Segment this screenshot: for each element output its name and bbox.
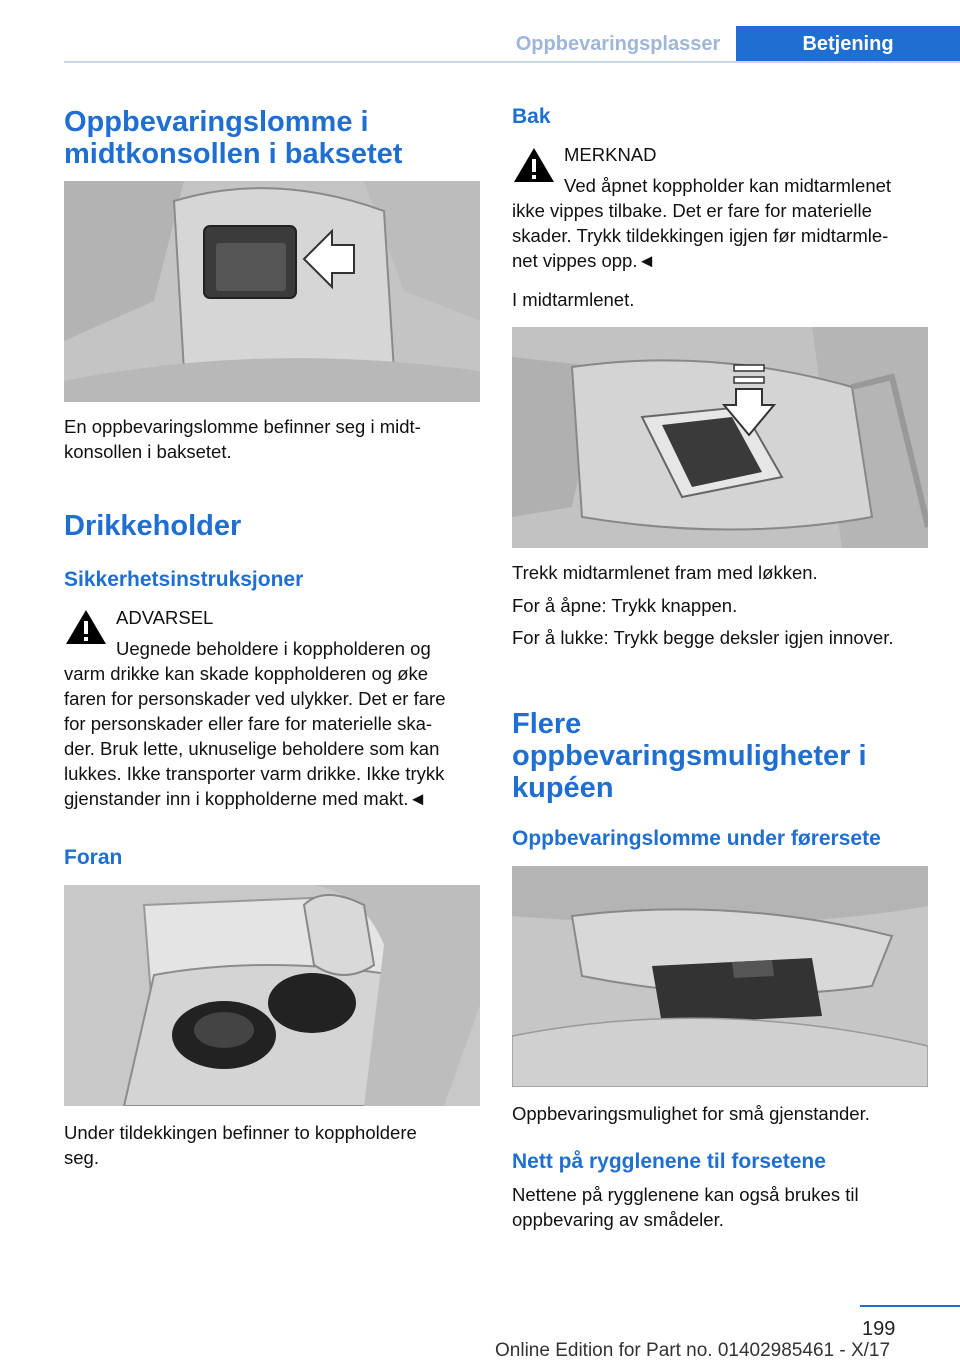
- text-line: seg.: [64, 1147, 99, 1168]
- section-title-more-storage: [512, 708, 928, 804]
- text-line: for personskader eller fare for materielle ska-: [64, 713, 433, 734]
- rear-console-image: [64, 181, 480, 402]
- armrest-cupholder-illustration: [512, 327, 928, 548]
- text-line: konsollen i baksetet.: [64, 441, 232, 462]
- note-text: [512, 173, 932, 273]
- subheading-seatback-nets: Nett på rygglenene til forsetene: [512, 1150, 826, 1173]
- text-line: En oppbevaringslomme befinner seg i midt-: [64, 416, 421, 437]
- front-cupholder-image: [64, 885, 480, 1106]
- text-line: lukkes. Ikke transporter varm drikke. Ikke trykk: [64, 763, 445, 784]
- text-line: faren for personskader ved ulykker. Det er fare: [64, 688, 446, 709]
- seatback-nets-description: [512, 1182, 932, 1232]
- under-seat-storage-image: [512, 866, 928, 1087]
- subheading-front: Foran: [64, 846, 123, 869]
- text-line: oppbevaring av smådeler.: [512, 1209, 724, 1230]
- text-line: Under tildekkingen befinner to koppholdere: [64, 1122, 417, 1143]
- title-line: Flere: [512, 708, 582, 740]
- footer-divider: [860, 1305, 960, 1307]
- title-line: oppbevaringsmuligheter i: [512, 740, 867, 772]
- step-close: For å lukke: Trykk begge deksler igjen innover.: [512, 627, 894, 648]
- section-header-tab: Oppbevaringsplasser: [515, 33, 721, 55]
- armrest-cupholder-image: [512, 327, 928, 548]
- text-line: Uegnede beholdere i koppholderen og: [116, 638, 431, 659]
- text-line: varm drikke kan skade koppholderen og øke: [64, 663, 429, 684]
- text-line: net vippes opp.◄: [512, 250, 656, 271]
- step-pull-armrest: Trekk midtarmlenet fram med løkken.: [512, 562, 818, 583]
- warning-label: ADVARSEL: [116, 607, 214, 628]
- title-line: kupéen: [512, 772, 614, 804]
- rear-console-description: [64, 414, 484, 464]
- title-line: midtkonsollen i baksetet: [64, 138, 403, 170]
- front-cupholder-illustration: [64, 885, 480, 1106]
- title-line: Oppbevaringslomme i: [64, 106, 369, 138]
- subheading-safety: Sikkerhetsinstruksjoner: [64, 568, 304, 591]
- edition-footer: Online Edition for Part no. 01402985461 - X/17: [495, 1340, 891, 1361]
- header-divider: [64, 61, 960, 63]
- under-seat-storage-illustration: [512, 866, 928, 1087]
- note-label: MERKNAD: [564, 144, 657, 165]
- text-line: Ved åpnet koppholder kan midtarmlenet: [564, 175, 892, 196]
- page-number: 199: [862, 1318, 896, 1340]
- armrest-caption: I midtarmlenet.: [512, 289, 635, 310]
- text-line: ikke vippes tilbake. Det er fare for materielle: [512, 200, 872, 221]
- front-cupholder-description: [64, 1120, 484, 1170]
- under-seat-description: Oppbevaringsmulighet for små gjenstander.: [512, 1103, 870, 1124]
- text-line: der. Bruk lette, uknuselige beholdere som kan: [64, 738, 440, 759]
- text-line: skader. Trykk tildekkingen igjen før midtarmle-: [512, 225, 889, 246]
- subheading-rear: Bak: [512, 105, 551, 128]
- step-open: For å åpne: Trykk knappen.: [512, 595, 738, 616]
- text-line: Nettene på rygglenene kan også brukes til: [512, 1184, 859, 1205]
- section-title-rear-console: [64, 106, 480, 170]
- subheading-under-driver-seat: Oppbevaringslomme under førersete: [512, 827, 881, 850]
- section-title-drikkeholder: Drikkeholder: [64, 510, 242, 542]
- warning-text: [64, 636, 484, 811]
- rear-console-illustration: [64, 181, 480, 402]
- text-line: gjenstander inn i koppholderne med makt.◄: [64, 788, 427, 809]
- chapter-header-tab: Betjening: [736, 26, 960, 63]
